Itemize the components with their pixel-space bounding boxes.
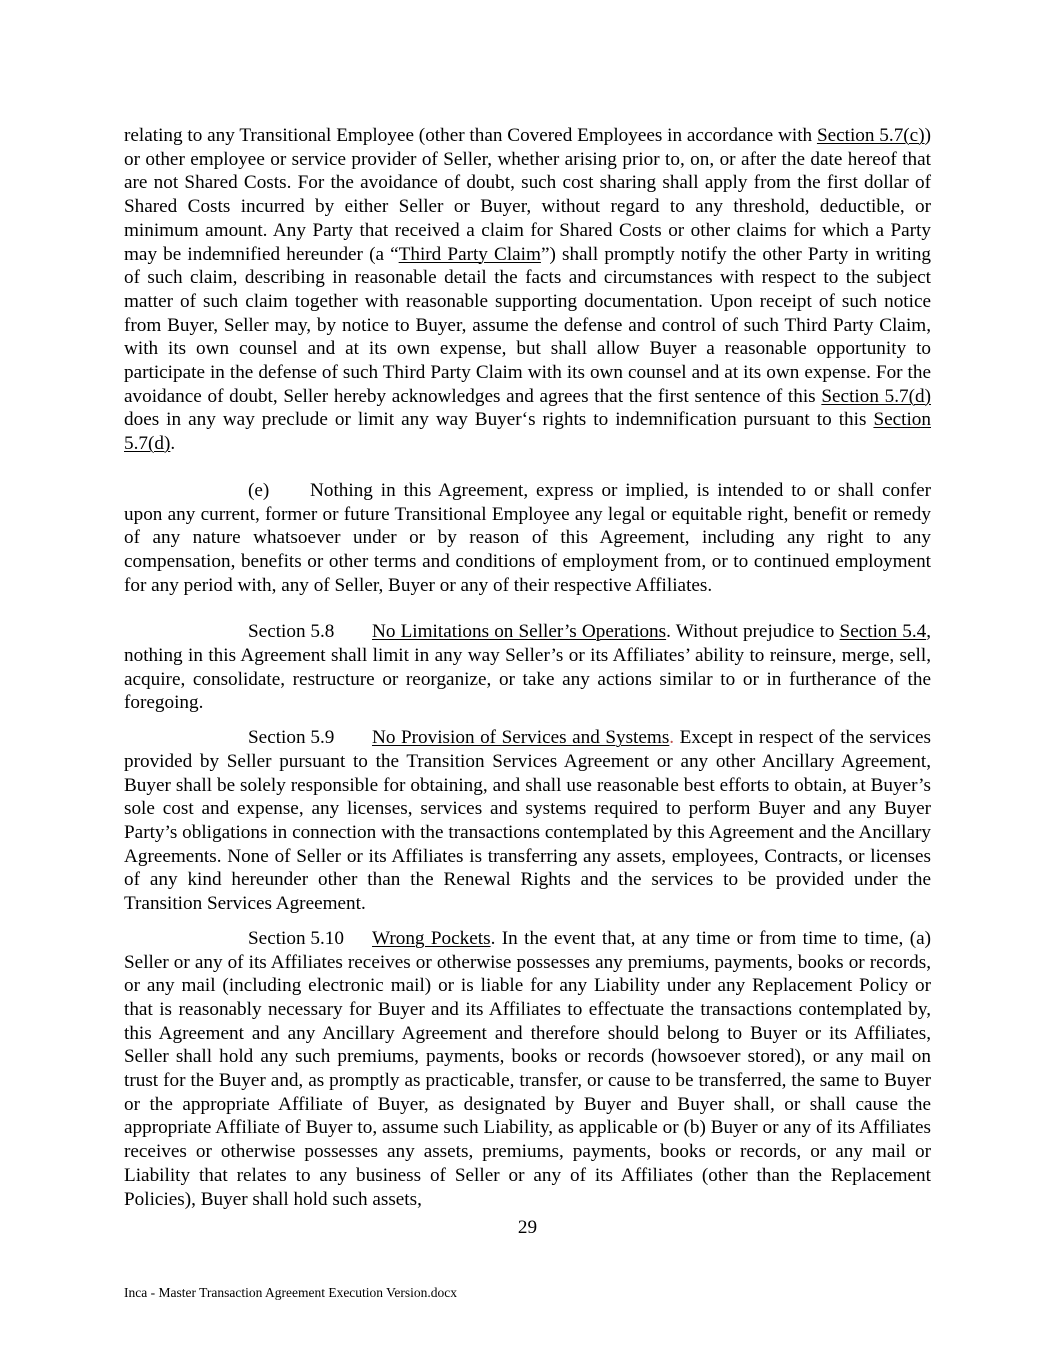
text-run: does in any way preclude or limit any way Buyer‘s rights to indemnification pursuant to this	[124, 409, 874, 431]
cross-reference: Section 5.7(c)	[816, 125, 925, 146]
cross-reference: Section 5.7(d)	[821, 385, 931, 407]
section-number: Section 5.10	[248, 927, 344, 949]
text-run: , nothing in this Agreement shall limit in any way Seller’s or its Affiliates’ ability to reinsure, merge, sell, acquire, consolidate, restructure or reorganize, or take any actions similar to or in furtherance of the foregoing.	[124, 621, 932, 714]
paragraph-e	[124, 479, 931, 598]
text-run: relating to any Transitional Employee (other than Covered Employees in accordance with	[124, 125, 817, 146]
document-footer: Inca - Master Transaction Agreement Execution Version.docx	[124, 1285, 458, 1300]
text-run: ) or other employee or service provider of Seller, whether arising prior to, on, or after the date hereof that are not Shared Costs. For the avoidance of doubt, such cost sharing shall apply from the first dollar of Shared Costs incurred by either Seller or Buyer, without regard to any threshold, deductible, or minimum amount. Any Party that received a claim for Shared Costs or other claims for which a Party may be indemnified hereunder (a “	[124, 125, 931, 265]
cross-reference: Section 5.7(d)	[124, 409, 931, 455]
section-heading: No Provision of Services and Systems	[372, 727, 670, 749]
text-run: Except in respect of the services provided by Seller pursuant to the Transition Services Agreement or any other Ancillary Agreement, Buyer shall be solely responsible for obtaining, and shall use reasonable best efforts to obtain, at Buyer’s sole cost and expense, any licenses, services and systems required to perform Buyer and any Buyer Party’s obligations in connection with the transactions contemplated by this Agreement and the Ancillary Agreements. None of Seller or its Affiliates is transferring any assets, employees, Contracts, or licenses of any kind hereunder other than the Renewal Rights and the services to be provided under the Transition Services Agreement.	[124, 727, 931, 915]
text-run: . In the event that, at any time or from time to time, (a) Seller or any of its Affiliates receives or otherwise possesses any premiums, payments, books or records, or any mail (including electronic mail) or is liable for any Liability under any Replacement Policy or that is reasonably necessary for Buyer and its Affiliates to effectuate the transactions contemplated by, this Agreement and any Ancillary Agreement and therefore should belong to Buyer or its Affiliates, Seller shall hold any such premiums, payments, books or records (howsoever stored), or any mail on trust for the Buyer and, as promptly as practicable, transfer, or cause to be transferred, the same to Buyer or the appropriate Affiliate of Buyer, as designated by Buyer and Buyer shall, or shall cause the appropriate Affiliate of Buyer to, assume such Liability, as applicable or (b) Buyer or any of its Affiliates receives or otherwise possesses any assets, premiums, payments, books or records, or any mail or Liability that relates to any business of Seller or any of its Affiliates (other than the Replacement Policies), Buyer shall hold such assets,	[124, 927, 932, 1210]
text-run: . Without prejudice to	[666, 621, 840, 643]
text-run: Nothing in this Agreement, express or implied, is intended to or shall confer upon any current, former or future Transitional Employee any legal or equitable right, benefit or remedy of any nature whatsoever under or by reason of this Agreement, including any right to any compensation, benefits or other terms and conditions of employment from, or to continued employment for any period with, any of Seller, Buyer or any of their respective Affiliates.	[124, 479, 931, 596]
section-5-9	[124, 726, 931, 916]
paragraph-label: (e)	[248, 479, 270, 501]
section-5-10	[124, 927, 931, 1211]
text-run: .	[170, 433, 176, 455]
paragraph-continuation	[124, 124, 931, 456]
cross-reference: Section 5.4	[839, 621, 927, 643]
document-body	[124, 124, 931, 1211]
text-run: ”) shall promptly notify the other Party in writing of such claim, describing in reasonable detail the facts and circumstances with respect to the subject matter of such claim together with reasonable supporting documentation. Upon receipt of such notice from Buyer, Seller may, by notice to Buyer, assume the defense and control of such Third Party Claim, with its own counsel and at its own expense, but shall allow Buyer a reasonable opportunity to participate in the defense of such Third Party Claim with its own counsel and at its own expense. For the avoidance of doubt, Seller hereby acknowledges and agrees that the first sentence of this	[124, 243, 932, 407]
section-heading: Wrong Pockets	[372, 927, 491, 949]
defined-term: Third Party Claim	[398, 243, 541, 265]
section-heading: No Limitations on Seller’s Operations	[372, 621, 667, 643]
section-5-8	[124, 620, 931, 715]
section-number: Section 5.9	[248, 727, 335, 749]
section-number: Section 5.8	[248, 621, 335, 643]
page-number: 29	[517, 1217, 538, 1238]
text-run: .	[669, 727, 675, 749]
